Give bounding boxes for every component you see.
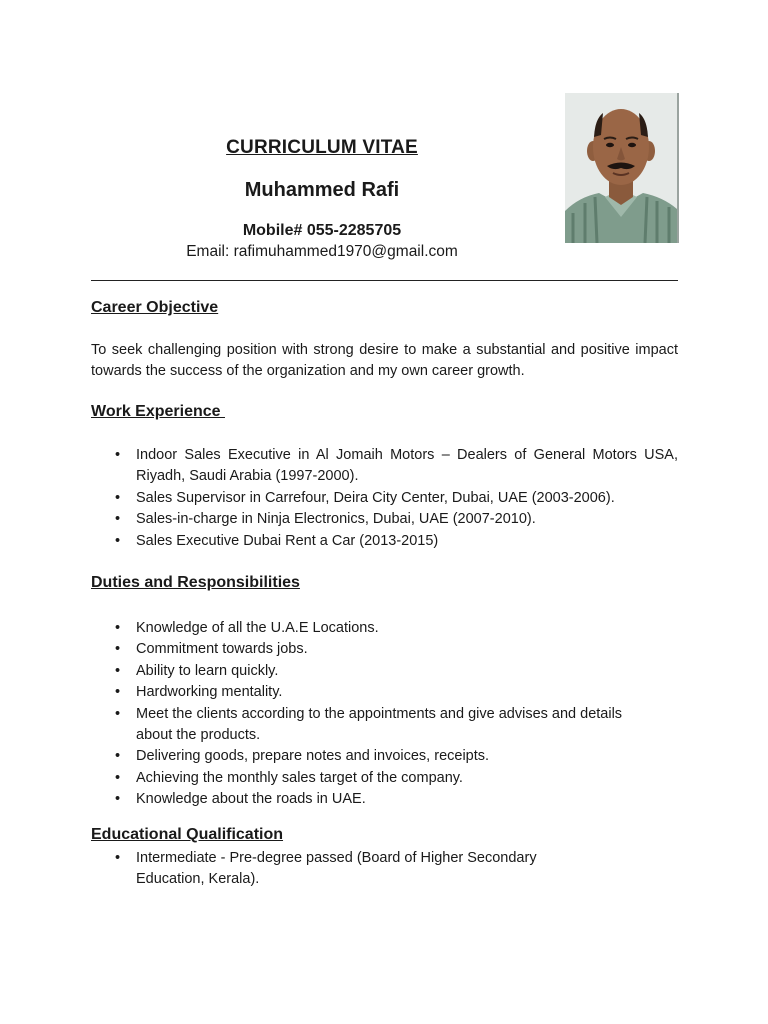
portrait-illustration bbox=[565, 93, 677, 243]
list-item: • Sales Executive Dubai Rent a Car (2013-2015) bbox=[91, 531, 678, 552]
bullet-icon: • bbox=[115, 684, 121, 701]
list-item: • Commitment towards jobs. bbox=[91, 639, 678, 660]
list-item: • Sales Supervisor in Carrefour, Deira City Center, Dubai, UAE (2003-2006). bbox=[91, 488, 678, 509]
list-item: • Knowledge about the roads in UAE. bbox=[91, 789, 678, 810]
list-item: • Delivering goods, prepare notes and invoices, receipts. bbox=[91, 746, 678, 767]
list-item: • Sales-in-charge in Ninja Electronics, Dubai, UAE (2007-2010). bbox=[91, 509, 678, 530]
list-item: • Intermediate - Pre-degree passed (Board of Higher Secondary Education, Kerala). bbox=[115, 850, 537, 888]
education-list bbox=[91, 848, 678, 891]
bullet-icon: • bbox=[115, 748, 121, 765]
list-item: • Hardworking mentality. bbox=[91, 682, 678, 703]
document-title: CURRICULUM VITAE bbox=[226, 137, 418, 158]
email-address: Email: rafimuhammed1970@gmail.com bbox=[186, 243, 458, 260]
bullet-icon: • bbox=[115, 705, 121, 722]
bullet-icon: • bbox=[115, 662, 121, 679]
header-divider bbox=[91, 280, 678, 281]
education-heading: Educational Qualification bbox=[91, 826, 284, 843]
bullet-icon: • bbox=[115, 447, 121, 463]
bullet-icon: • bbox=[115, 641, 121, 658]
list-item: • Ability to learn quickly. bbox=[91, 661, 678, 682]
bullet-icon: • bbox=[115, 850, 121, 866]
list-item: • Knowledge of all the U.A.E Locations. bbox=[91, 618, 678, 639]
mobile-number: Mobile# 055-2285705 bbox=[242, 222, 402, 239]
list-item: • Meet the clients according to the appointments and give advises and details about the products. bbox=[115, 705, 623, 744]
bullet-icon: • bbox=[115, 511, 121, 528]
bullet-icon: • bbox=[115, 769, 121, 786]
duties-list bbox=[91, 618, 678, 811]
bullet-icon: • bbox=[115, 532, 121, 549]
bullet-icon: • bbox=[115, 620, 121, 636]
profile-photo bbox=[565, 93, 679, 243]
list-item: • Achieving the monthly sales target of the company. bbox=[91, 768, 678, 789]
candidate-name: Muhammed Rafi bbox=[244, 179, 400, 201]
career-objective-heading: Career Objective bbox=[91, 299, 219, 316]
bullet-icon: • bbox=[115, 489, 121, 506]
bullet-icon: • bbox=[115, 791, 121, 808]
career-objective-text: To seek challenging position with strong desire to make a substantial and positive impact towards the success of the organization and my own career growth. bbox=[91, 342, 678, 379]
work-experience-heading: Work Experience bbox=[91, 403, 225, 420]
work-experience-list bbox=[91, 445, 678, 552]
list-item: • Indoor Sales Executive in Al Jomaih Motors – Dealers of General Motors USA, Riyadh, Saudi Arabia (1997-2000). bbox=[115, 447, 678, 485]
duties-heading: Duties and Responsibilities bbox=[91, 574, 300, 591]
